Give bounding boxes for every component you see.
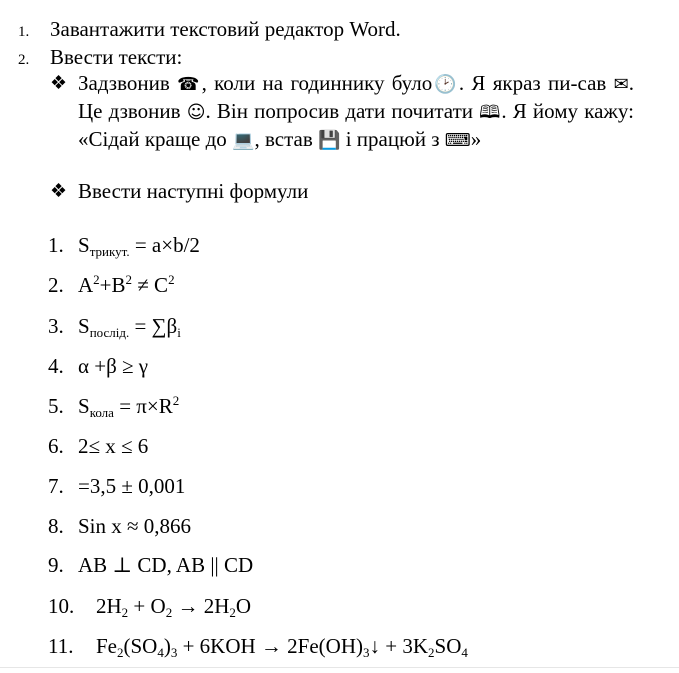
diamond-bullet-icon: ❖ [50,181,68,202]
formula-number: 7. [48,474,64,498]
formula-text: SO [434,634,462,658]
formula-1 [48,232,200,258]
formula-number: 11. [48,634,74,658]
formula-text: ) [163,634,171,658]
formula-text: ≠ C [132,273,169,297]
step-text: Ввести тексти: [50,45,183,69]
step-text: Завантажити текстовий редактор Word. [50,17,401,41]
formula-8 [48,513,191,539]
formula-text: = π×R [113,394,173,418]
formula-number: 10. [48,594,75,618]
formula-9 [48,552,253,578]
formula-text: +B [99,273,126,297]
formula-number: 3. [48,314,64,338]
clock-icon: 🕑 [432,74,459,95]
formula-text: + O [128,594,166,618]
formula-text: =3,5 ± 0,001 [78,474,186,498]
formula-superscript: 2 [125,272,133,287]
formula-subscript: i [177,325,181,340]
formula-superscript: 2 [168,272,175,287]
formula-text: A [78,273,94,297]
formula-number: 1. [48,233,64,257]
formula-6 [48,433,148,459]
keyboard-icon: ⌨ [444,130,471,151]
paragraph-text: » [470,127,482,151]
formula-text: = ∑β [129,314,178,338]
formula-text: S [78,314,90,338]
paragraph-text: Задзвонив [78,71,178,95]
formula-number: 2. [48,273,64,297]
formula-subscript: 4 [461,645,468,660]
formula-text: 2H [96,594,122,618]
formula-subscript: трикут. [89,244,130,259]
formula-text: Sin x ≈ 0,866 [78,514,192,538]
formula-11 [48,633,468,659]
formula-superscript: 2 [93,272,100,287]
paragraph-text: , встав [254,127,319,151]
sample-paragraph [78,70,634,154]
formula-7 [48,473,185,499]
paragraph-text: , коли на годиннику було [201,71,433,95]
formula-2 [48,272,175,298]
formula-text: α +β ≥ γ [78,354,149,378]
step-number: 1. [18,24,30,40]
formula-text: 2≤ x ≤ 6 [78,434,149,458]
formula-text: (SO [123,634,158,658]
formula-text: O [235,594,252,618]
formula-number: 9. [48,553,64,577]
formula-subscript: 3 [170,645,178,660]
paragraph-text: . Він попросив дати почитати [205,99,480,123]
paragraph-text: . Я якраз пи-сав [458,71,614,95]
formula-text: S [78,394,90,418]
diamond-bullet-icon: ❖ [50,73,68,94]
formula-3 [48,313,181,339]
formula-subscript: 3 [363,645,370,660]
formulas-heading: Ввести наступні формули [78,179,309,203]
formula-superscript: 2 [172,393,180,408]
formula-text: ↓ + 3K [369,634,429,658]
formula-number: 8. [48,514,64,538]
formula-subscript: 2 [117,645,124,660]
step-1 [18,16,401,45]
formula-4 [48,353,148,379]
envelope-icon: ✉ [613,74,629,95]
formula-subscript: кола [89,405,114,420]
formula-subscript: 4 [157,645,164,660]
formula-number: 5. [48,394,64,418]
formula-text: Fe [96,634,117,658]
book-icon: 🕮 [479,102,502,123]
formula-subscript: 2 [428,645,435,660]
floppy-disk-icon: 💾 [318,130,341,151]
formula-subscript: 2 [165,605,173,620]
step-number: 2. [18,52,30,68]
formula-text: → 2H [172,594,230,618]
formula-subscript: послід. [89,325,130,340]
telephone-icon: ☎ [177,74,202,95]
formula-10 [48,593,251,619]
formula-text: S [78,233,90,257]
page-bottom-divider [0,667,679,668]
formula-5 [48,393,179,419]
computer-icon: 💻 [232,130,255,151]
smiley-icon: ☺ [186,102,206,123]
step-2 [18,44,182,73]
paragraph-text: . Це дзвонив [78,71,634,123]
formula-text: = a×b/2 [129,233,200,257]
formula-number: 4. [48,354,64,378]
bullet-formulas [50,178,650,205]
formula-text: + 6KOH → 2Fe(OH) [177,634,364,658]
formula-number: 6. [48,434,64,458]
paragraph-text: . Я йому кажу: «Сідай краще до [78,99,634,151]
formula-subscript: 2 [229,605,236,620]
formula-subscript: 2 [121,605,129,620]
formula-text: AB ⊥ CD, AB || CD [78,553,254,577]
paragraph-text: і працюй з [340,127,445,151]
